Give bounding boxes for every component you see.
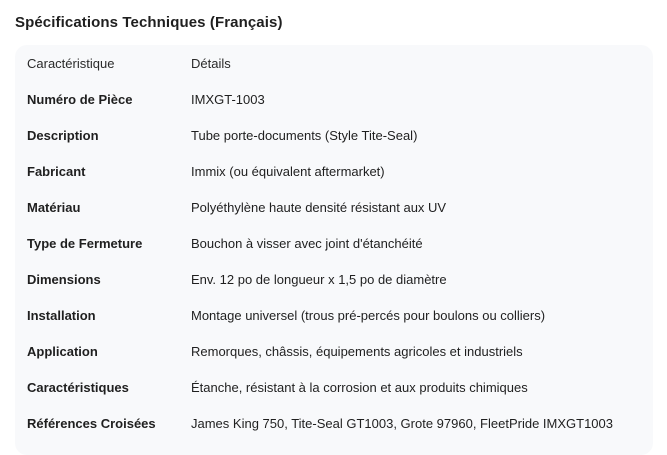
- table-row: [15, 333, 653, 369]
- spec-table: [15, 45, 653, 455]
- row-key: Description: [27, 127, 99, 143]
- table-row: [15, 369, 653, 405]
- row-value: James King 750, Tite-Seal GT1003, Grote 97960, FleetPride IMXGT1003: [191, 415, 613, 431]
- table-row: [15, 189, 653, 225]
- table-row: [15, 297, 653, 333]
- row-key: Installation: [27, 307, 96, 323]
- row-key: Références Croisées: [27, 415, 156, 431]
- row-value: Env. 12 po de longueur x 1,5 po de diamètre: [191, 271, 447, 287]
- page-title: Spécifications Techniques (Français): [15, 14, 283, 31]
- row-value: Bouchon à visser avec joint d'étanchéité: [191, 235, 423, 251]
- row-key: Fabricant: [27, 163, 86, 179]
- row-key: Type de Fermeture: [27, 235, 143, 251]
- table-row: [15, 225, 653, 261]
- row-value: Polyéthylène haute densité résistant aux UV: [191, 199, 447, 215]
- row-value: Tube porte-documents (Style Tite-Seal): [191, 127, 418, 143]
- column-header-characteristic: Caractéristique: [27, 55, 115, 71]
- row-value: IMXGT-1003: [191, 91, 265, 107]
- table-row: [15, 117, 653, 153]
- row-key: Numéro de Pièce: [27, 91, 133, 107]
- row-value: Étanche, résistant à la corrosion et aux produits chimiques: [191, 379, 528, 395]
- row-key: Caractéristiques: [27, 379, 129, 395]
- table-row: [15, 261, 653, 297]
- row-value: Immix (ou équivalent aftermarket): [191, 163, 385, 179]
- row-value: Remorques, châssis, équipements agricoles et industriels: [191, 343, 523, 359]
- column-header-details: Détails: [191, 55, 231, 71]
- table-row: [15, 81, 653, 117]
- table-row: [15, 405, 653, 441]
- row-key: Matériau: [27, 199, 81, 215]
- row-value: Montage universel (trous pré-percés pour boulons ou colliers): [191, 307, 546, 323]
- table-header-row: [15, 45, 653, 81]
- row-key: Dimensions: [27, 271, 101, 287]
- row-key: Application: [27, 343, 98, 359]
- table-row: [15, 153, 653, 189]
